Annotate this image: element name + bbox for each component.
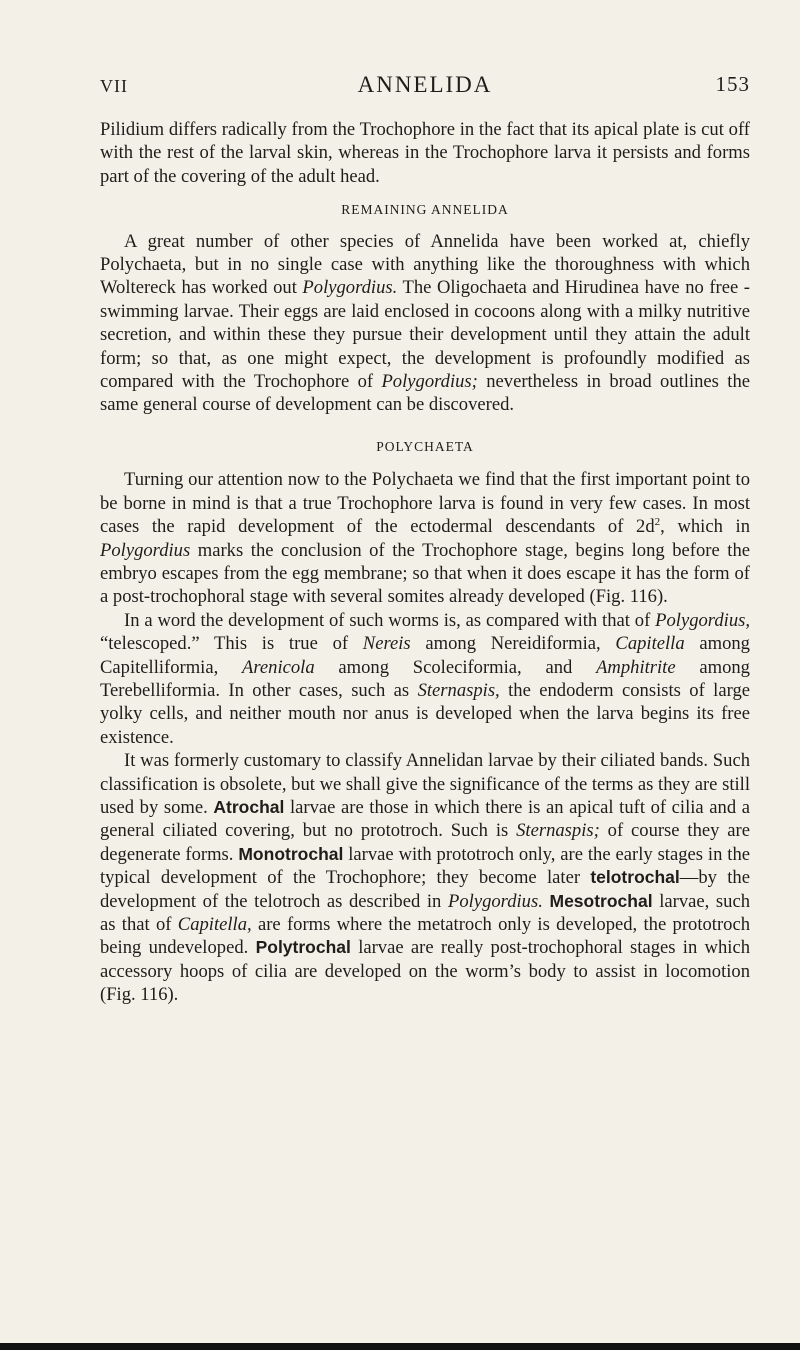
chapter-number: VII	[100, 76, 128, 96]
paragraph-polychaeta-3: It was formerly customary to classify Annelidan larvae by their ciliated bands. Such classification is obsolete, but we shall give the significance of the terms as they are still used by some. Atrochal larvae are those in which there is an apical tuft of cilia and a general ciliated covering, but no prototroch. Such is Sternaspis; of course they are degenerate forms. Monotrochal larvae with prototroch only, are the early stages in the typical development of the Trochophore; they become later telotrochal—by the development of the telotroch as described in Polygordius. Mesotrochal larvae, such as that of Capitella, are forms where the metatroch only is developed, the prototroch being undeveloped. Polytrochal larvae are really post-trochophoral stages in which accessory hoops of cilia are developed on the worm’s body to assist in locomotion (Fig. 116).	[100, 750, 750, 1006]
section-heading-polychaeta: POLYCHAETA	[376, 438, 474, 454]
paragraph-remaining-annelida: A great number of other species of Annelida have been worked at, chiefly Polychaeta, but in no single case with anything like the thoroughness with which Woltereck has worked out Polygordius. The Oligochaeta and Hirudinea have no free - swimming larvae. Their eggs are laid enclosed in cocoons along with a milky nutritive secretion, and within these they pursue their development until they attain the adult form; so that, as one might expect, the development is profoundly modified as compared with the Trochophore of Polygordius; nevertheless in broad outlines the same general course of development can be discovered.	[100, 230, 750, 416]
running-head	[100, 72, 750, 102]
running-title: ANNELIDA	[357, 72, 493, 97]
bottom-edge-rule	[0, 1343, 800, 1350]
intro-paragraph: Pilidium differs radically from the Trochophore in the fact that its apical plate is cut off with the rest of the larval skin, whereas in the Trochophore larva it persists and forms part of the covering of the adult head.	[100, 119, 750, 187]
body-text	[100, 118, 750, 1007]
section-heading-remaining-annelida: REMAINING ANNELIDA	[341, 202, 509, 218]
page-number: 153	[715, 72, 750, 96]
paragraph-polychaeta-1: Turning our attention now to the Polychaeta we find that the first important point to be borne in mind is that a true Trochophore larva is found in very few cases. In most cases the rapid development of the ectodermal descendants of $2d^2$, which in Polygordius marks the conclusion of the Trochophore stage, begins long before the embryo escapes from the egg membrane; so that when it does escape it has the form of a post-trochophoral stage with several somites already developed (Fig. 116).	[100, 469, 750, 608]
paragraph-polychaeta-2: In a word the development of such worms is, as compared with that of Polygordius, “telescoped.” This is true of Nereis among Nereidiformia, Capitella among Capitelliformia, Arenicola among Scoleciformia, and Amphitrite among Terebelliformia. In other cases, such as Sternaspis, the endoderm consists of large yolky cells, and neither mouth nor anus is developed when the larva begins its free existence.	[100, 609, 750, 748]
